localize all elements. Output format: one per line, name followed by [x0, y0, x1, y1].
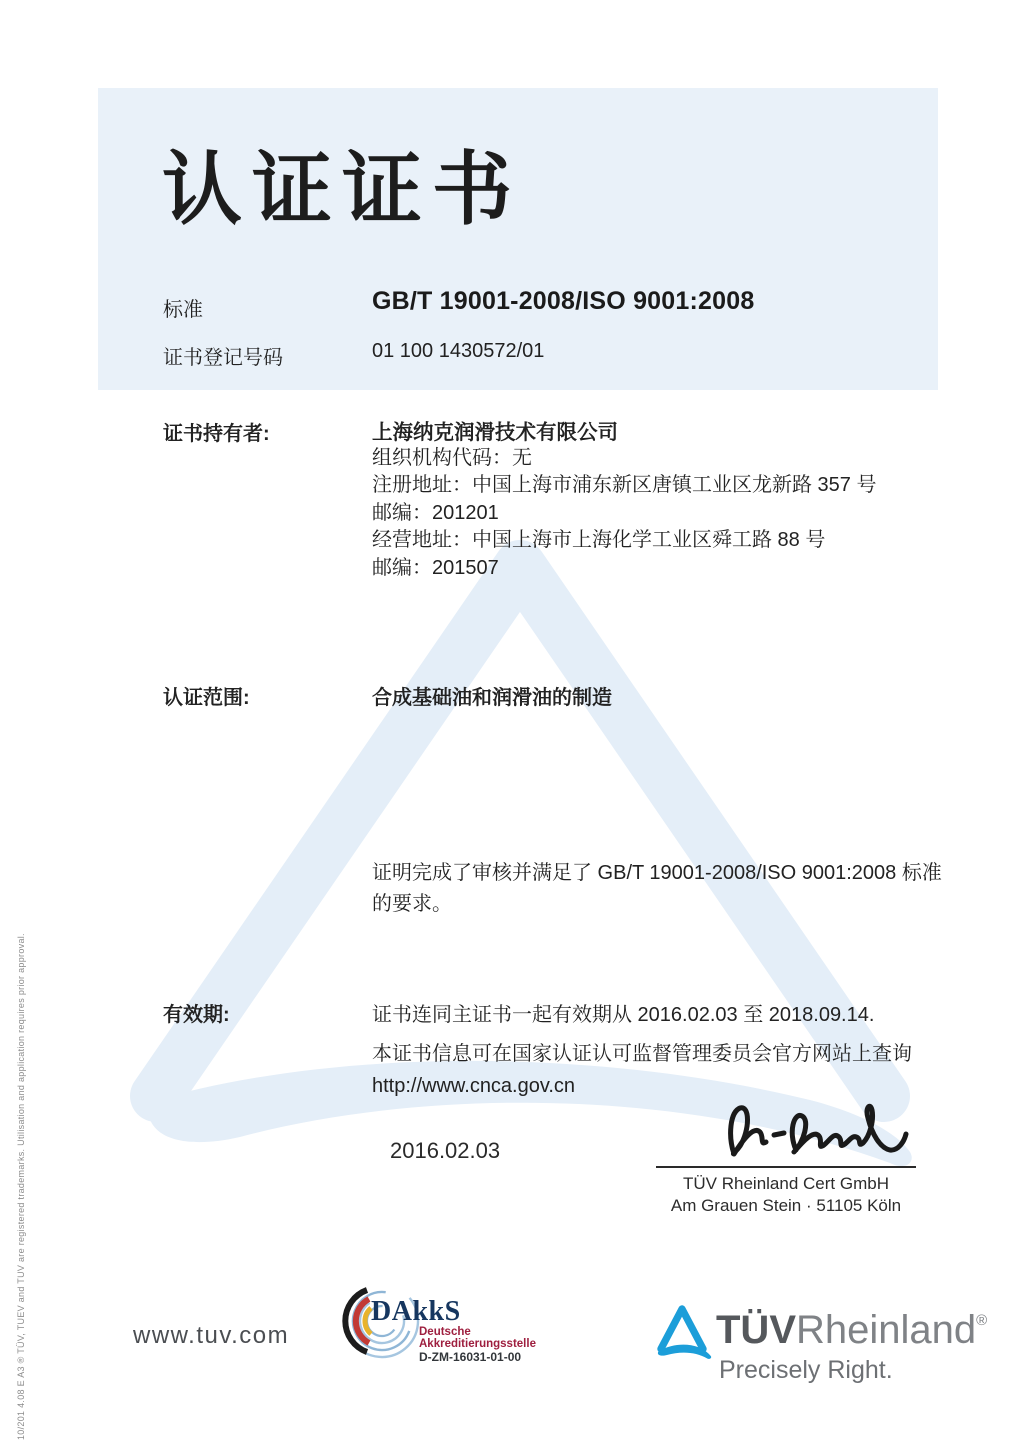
holder-operating-address: 经营地址：中国上海市上海化学工业区舜工路 88 号: [372, 529, 826, 552]
holder-postcode-2: 邮编：201507: [372, 556, 499, 579]
dakks-accreditation-code: D-ZM-16031-01-00: [419, 1350, 522, 1364]
certifier-address: Am Grauen Stein · 51105 Köln: [670, 1196, 902, 1215]
tuv-brand-regular: Rheinland: [796, 1308, 977, 1352]
signature-line: [656, 1166, 916, 1168]
cnca-url: http://www.cnca.gov.cn: [372, 1075, 576, 1097]
audit-statement-line2: 的要求。: [372, 893, 452, 915]
tuv-brand-bold: TÜV: [716, 1308, 796, 1352]
standard-label: 标准: [163, 299, 203, 321]
issue-date: 2016.02.03: [390, 1138, 501, 1163]
holder-postcode-1: 邮编：201201: [372, 501, 499, 524]
registration-number-value: 01 100 1430572/01: [372, 340, 545, 362]
dakks-subtitle-line1: Deutsche: [419, 1326, 471, 1338]
holder-company-name: 上海纳克润滑技术有限公司: [372, 421, 618, 444]
scope-value: 合成基础油和润滑油的制造: [372, 687, 612, 709]
registered-trademark-symbol: ®: [976, 1312, 988, 1329]
holder-label: 证书持有者:: [163, 423, 270, 445]
dakks-wordmark: DAkkS: [371, 1296, 461, 1327]
signature-ink: [722, 1092, 912, 1166]
dakks-subtitle: [419, 1326, 536, 1350]
tuv-triangle-logo: [651, 1300, 713, 1360]
tuv-website: www.tuv.com: [133, 1322, 290, 1349]
side-fine-print: 10/201 4.08 E A3 ® TÜV, TUEV and TUV are registered trademarks. Utilisation and application requires prior approval.: [16, 933, 26, 1440]
validity-label: 有效期:: [163, 1004, 230, 1026]
audit-statement: [372, 858, 942, 920]
holder-block: [372, 415, 876, 582]
holder-registered-address: 注册地址：中国上海市浦东新区唐镇工业区龙新路 357 号: [372, 474, 877, 497]
tuv-brand-text: [716, 1310, 987, 1350]
tuv-tagline: Precisely Right.: [719, 1356, 893, 1384]
standard-value: GB/T 19001-2008/ISO 9001:2008: [372, 287, 755, 315]
cnca-info-text: 本证书信息可在国家认证认可监督管理委员会官方网站上查询: [372, 1043, 912, 1065]
scope-label: 认证范围:: [163, 687, 250, 709]
holder-address-lines: [372, 445, 876, 582]
registration-number-label: 证书登记号码: [163, 347, 283, 369]
holder-org-code: 组织机构代码：无: [372, 447, 532, 469]
header-block: [98, 88, 938, 390]
validity-value: 证书连同主证书一起有效期从 2016.02.03 至 2018.09.14.: [372, 1004, 875, 1026]
document-title: 认证证书: [162, 145, 522, 234]
audit-statement-line1: 证明完成了审核并满足了 GB/T 19001-2008/ISO 9001:2008 标准: [372, 862, 942, 884]
certifier-company: TÜV Rheinland Cert GmbH: [683, 1174, 889, 1193]
dakks-subtitle-line2: Akkreditierungsstelle: [419, 1338, 536, 1350]
